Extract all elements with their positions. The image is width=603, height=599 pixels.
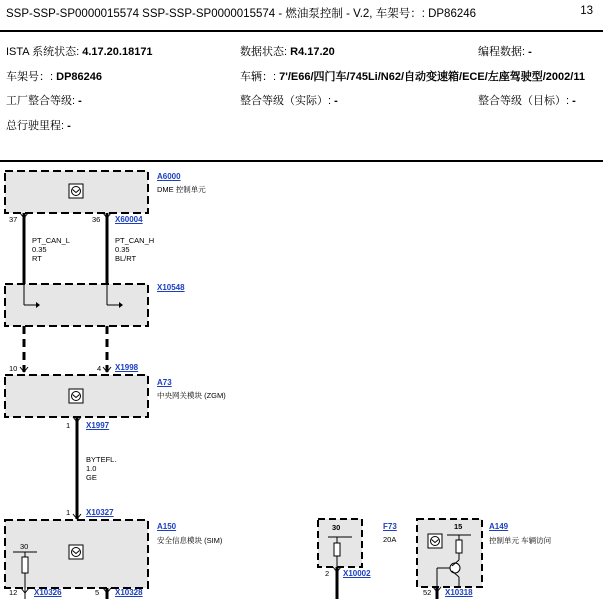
x10326-link[interactable]: X10326 [34,588,62,597]
target-integration-value: - [572,95,576,107]
data-status-value: R4.17.20 [290,46,335,58]
wire-pt-can-l-name: PT_CAN_L [32,236,70,245]
a149-ecu-icon [428,534,442,548]
a6000-name: DME 控制单元 [157,185,206,194]
sim-terminal-30: 30 [20,542,29,551]
a150-link[interactable]: A150 [157,522,177,531]
f73-fuse-icon [334,543,340,556]
x10318-link[interactable]: X10318 [445,588,473,597]
a149-name: 控制单元 车辆访问 [489,536,552,545]
x10002-link[interactable]: X10002 [343,569,371,578]
wire-bytefl-color: GE [86,473,97,482]
x1998-link[interactable]: X1998 [115,363,139,372]
pin-52: 52 [423,588,432,597]
actual-integration-value: - [334,95,338,107]
pin-10: 10 [9,364,18,373]
x60004-link[interactable]: X60004 [115,215,143,224]
a150-name: 安全信息模块 (SIM) [157,536,223,545]
x10328-link[interactable]: X10328 [115,588,143,597]
f73-link[interactable]: F73 [383,522,397,531]
a73-name: 中央网关模块 (ZGM) [157,391,226,400]
a6000-ecu-icon [69,184,83,198]
wire-pt-can-h-size: 0.35 [115,245,130,254]
programming-data-value: - [528,46,532,58]
a149-transistor-icon [450,563,460,573]
a73-link[interactable]: A73 [157,378,172,387]
wire-pt-can-l-size: 0.35 [32,245,47,254]
total-mileage-label: 总行驶里程: [6,120,68,132]
wire-pt-can-h-name: PT_CAN_H [115,236,155,245]
x10327-link[interactable]: X10327 [86,508,114,517]
a150-ecu-icon [69,545,83,559]
a149-terminal-15: 15 [454,522,463,531]
ista-status-value: 4.17.20.18171 [82,46,153,58]
pin-2: 2 [325,569,330,578]
a150-fuse-icon [22,557,28,573]
vehicle-value: 7'/E66/四门车/745Li/N62/自动变速箱/ECE/左座驾驶型/2002/11 [279,71,585,83]
ista-status-label: ISTA 系统状态: [6,46,83,58]
data-status-label: 数据状态: [240,46,291,58]
page-number: 13 [580,5,593,17]
wire-bytefl-size: 1.0 [86,464,97,473]
x10548-link[interactable]: X10548 [157,283,185,292]
actual-integration-label: 整合等级（实际）: [240,95,335,107]
a149-box [417,519,482,587]
wire-pt-can-h-label [115,236,154,263]
document-title: SSP-SSP-SP0000015574 SSP-SSP-SP0000015574 - 燃油泵控制 - V.2, 车架号：: DP86246 [6,8,477,20]
wire-bytefl-name: BYTEFL. [86,455,117,464]
wire-pt-can-h-color: BL/RT [115,254,137,263]
f73-rating: 20A [383,535,397,544]
wire-bytefl-label [86,455,116,482]
factory-integration-label: 工厂整合等级: [6,95,79,107]
target-integration-label: 整合等级（目标）: [478,95,573,107]
a149-fuse-icon [456,540,462,553]
pin-36: 36 [92,215,101,224]
x1997-link[interactable]: X1997 [86,421,110,430]
vehicle-label: 车辆：: [240,71,280,83]
pin-4: 4 [97,364,102,373]
factory-integration-value: - [78,95,82,107]
pin-1-bottom: 1 [66,508,71,517]
wire-pt-can-l-label [32,236,70,263]
vin-label: 车架号：: [6,71,57,83]
wire-pt-can-l-color: RT [32,254,42,263]
pin-5: 5 [95,588,100,597]
total-mileage-value: - [67,120,71,132]
pin-1-top: 1 [66,421,71,430]
a6000-link[interactable]: A6000 [157,172,181,181]
f73-terminal-30: 30 [332,523,341,532]
pin-37: 37 [9,215,18,224]
a149-link[interactable]: A149 [489,522,509,531]
vin-value: DP86246 [56,71,102,83]
pin-12: 12 [9,588,18,597]
programming-data-label: 编程数据: [478,46,529,58]
a73-ecu-icon [69,389,83,403]
